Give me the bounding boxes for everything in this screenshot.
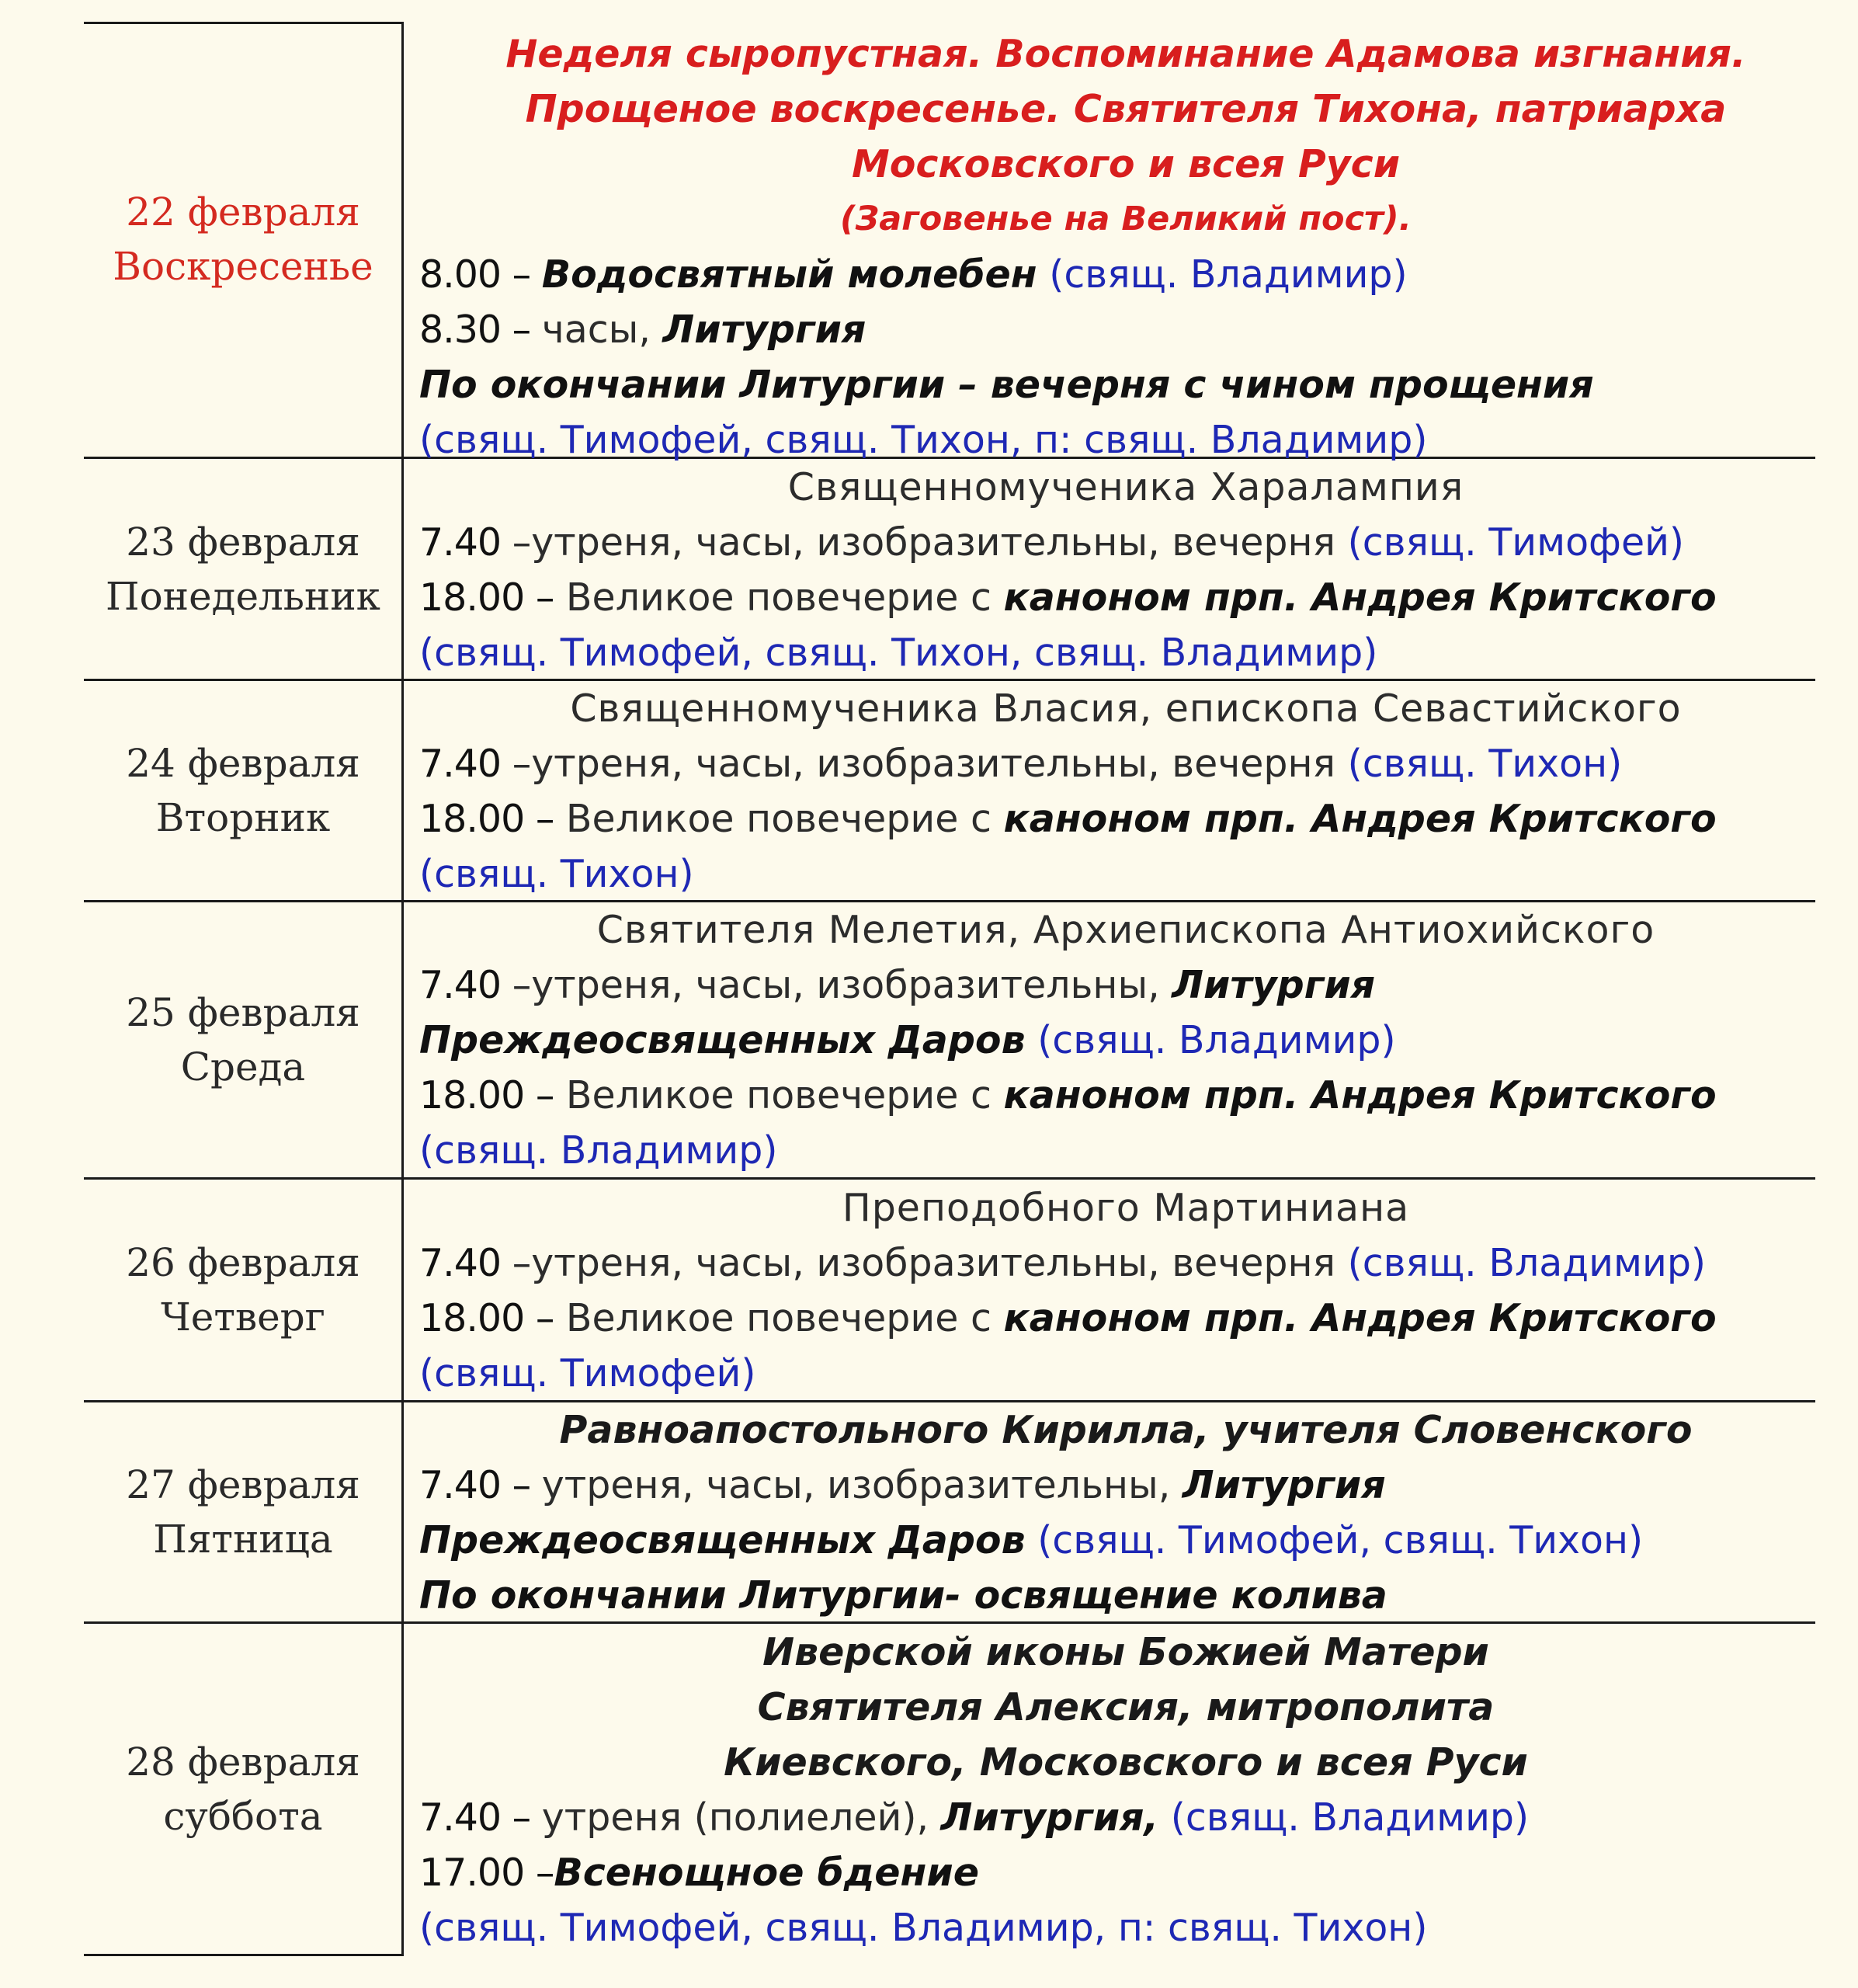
weekday: суббота (163, 1793, 323, 1839)
service-text: Великое повечерие с (554, 575, 1004, 620)
date-cell (84, 1402, 402, 1621)
services-cell (419, 26, 1832, 467)
service-line (419, 247, 1832, 302)
feast-title: Священномученика Харалампия (787, 465, 1464, 509)
services-cell (419, 1180, 1832, 1401)
date-cell (84, 1180, 402, 1400)
date: 22 февраля (126, 189, 360, 235)
service-name: Литургия, (940, 1795, 1159, 1840)
service-time: 7.40 – (419, 1463, 542, 1507)
feast-title: Священномученика Власия, епископа Севастийского (570, 686, 1682, 731)
date: 23 февраля (126, 519, 360, 565)
service-line (419, 1013, 1832, 1068)
service-text: –утреня, часы, изобразительны, вечерня (512, 742, 1336, 786)
service-name: Преждеосвященных Даров (419, 1518, 1026, 1562)
service-time: 18.00 – (419, 575, 554, 620)
feast-title-line: Святителя Алексия, митрополита (757, 1685, 1495, 1729)
service-line (419, 302, 1832, 357)
date: 24 февраля (126, 741, 360, 786)
service-line (419, 1068, 1832, 1123)
service-line (419, 570, 1832, 625)
clergy: (свящ. Владимир) (1170, 1795, 1530, 1840)
clergy: (свящ. Тимофей, свящ. Тихон, п: свящ. Владимир) (419, 418, 1428, 462)
service-time: 18.00 – (419, 797, 554, 841)
clergy: (свящ. Тихон) (419, 852, 694, 896)
weekday: Понедельник (106, 573, 380, 619)
services-cell (419, 681, 1832, 902)
service-time: 7.40 (419, 1241, 512, 1285)
service-name: Водосвятный молебен (541, 252, 1037, 297)
feast-title-line: Киевского, Московского и всея Руси (724, 1740, 1528, 1785)
service-time: 7.40 (419, 742, 512, 786)
service-text: Великое повечерие с (554, 1073, 1004, 1117)
service-line (419, 1790, 1832, 1845)
service-time: 8.00 – (419, 252, 542, 297)
date-cell (84, 459, 402, 679)
feast-note: (Заговенье на Великий пост). (840, 200, 1412, 238)
service-line (419, 515, 1832, 570)
feast-title: Святителя Мелетия, Архиепископа Антиохийского (596, 908, 1655, 952)
service-line (419, 1845, 1832, 1900)
service-name: Литургия (1172, 963, 1376, 1007)
service-line (419, 736, 1832, 791)
date: 27 февраля (126, 1462, 360, 1507)
service-name: Литургия (1182, 1463, 1386, 1507)
clergy: (свящ. Владимир) (1347, 1241, 1707, 1285)
service-line (419, 791, 1832, 846)
service-text: утреня, часы, изобразительны, (541, 1463, 1183, 1507)
service-name: Всенощное бдение (554, 1851, 979, 1895)
clergy: (свящ. Владимир) (1049, 252, 1408, 297)
clergy: (свящ. Тимофей) (419, 1351, 756, 1395)
services-cell (419, 1402, 1832, 1623)
service-name: каноном прп. Андрея Критского (1003, 575, 1717, 620)
date: 28 февраля (126, 1739, 360, 1785)
service-time: 7.40 (419, 520, 512, 565)
service-line (419, 1236, 1832, 1291)
service-line (419, 1291, 1832, 1346)
service-name: каноном прп. Андрея Критского (1003, 797, 1717, 841)
service-line: По окончании Литургии – вечерня с чином прощения (419, 363, 1594, 407)
service-time: 18.00 – (419, 1073, 554, 1117)
service-name: Преждеосвященных Даров (419, 1018, 1026, 1062)
service-text: Великое повечерие с (554, 797, 1004, 841)
weekday: Воскресенье (113, 244, 373, 289)
service-time: 18.00 – (419, 1296, 554, 1340)
clergy: (свящ. Тимофей, свящ. Владимир, п: свящ. Тихон) (419, 1906, 1428, 1950)
clergy: (свящ. Владимир) (1037, 1018, 1396, 1062)
weekday: Вторник (155, 795, 331, 840)
feast-title-line: Московского и всея Руси (851, 142, 1401, 186)
services-cell (419, 1625, 1832, 1955)
service-text: –утреня, часы, изобразительны, вечерня (512, 520, 1336, 565)
feast-title-line: Неделя сыропустная. Воспоминание Адамова изгнания. (505, 32, 1746, 76)
clergy: (свящ. Тимофей, свящ. Тихон) (1037, 1518, 1644, 1562)
service-time: 7.40 (419, 963, 512, 1007)
feast-title: Преподобного Мартиниана (842, 1186, 1410, 1230)
date: 25 февраля (126, 990, 360, 1035)
date-cell (84, 902, 402, 1177)
service-name: каноном прп. Андрея Критского (1003, 1296, 1717, 1340)
date-cell (84, 681, 402, 900)
service-line (419, 1513, 1832, 1568)
weekday: Среда (180, 1044, 306, 1090)
service-time: 8.30 – (419, 308, 542, 352)
service-line (419, 958, 1832, 1013)
weekday: Четверг (161, 1295, 325, 1340)
feast-title-line: Иверской иконы Божией Матери (762, 1630, 1489, 1674)
clergy: (свящ. Тихон) (1347, 742, 1623, 786)
clergy: (свящ. Тимофей) (1347, 520, 1685, 565)
service-name: каноном прп. Андрея Критского (1003, 1073, 1717, 1117)
services-cell (419, 460, 1832, 680)
clergy: (свящ. Тимофей, свящ. Тихон, свящ. Владимир) (419, 631, 1378, 675)
service-line (419, 1458, 1832, 1513)
table-bottom-border (84, 1954, 404, 1956)
date-cell (84, 1624, 402, 1954)
date-cell (84, 22, 402, 457)
service-text: –утреня, часы, изобразительны, (512, 963, 1172, 1007)
feast-title-line: Прощеное воскресенье. Святителя Тихона, патриарха (525, 87, 1727, 131)
service-text: –утреня, часы, изобразительны, вечерня (512, 1241, 1336, 1285)
service-line: По окончании Литургии- освящение колива (419, 1573, 1387, 1618)
services-cell (419, 902, 1832, 1178)
service-time: 17.00 – (419, 1851, 554, 1895)
feast-title: Равноапостольного Кирилла, учителя Словенского (559, 1408, 1693, 1452)
service-text: Великое повечерие с (554, 1296, 1004, 1340)
service-text: часы, (541, 308, 663, 352)
date: 26 февраля (126, 1240, 360, 1285)
weekday: Пятница (153, 1517, 333, 1562)
service-time: 7.40 – (419, 1795, 542, 1840)
clergy: (свящ. Владимир) (419, 1128, 778, 1173)
service-name: Литургия (662, 308, 866, 352)
service-text: утреня (полиелей), (541, 1795, 941, 1840)
